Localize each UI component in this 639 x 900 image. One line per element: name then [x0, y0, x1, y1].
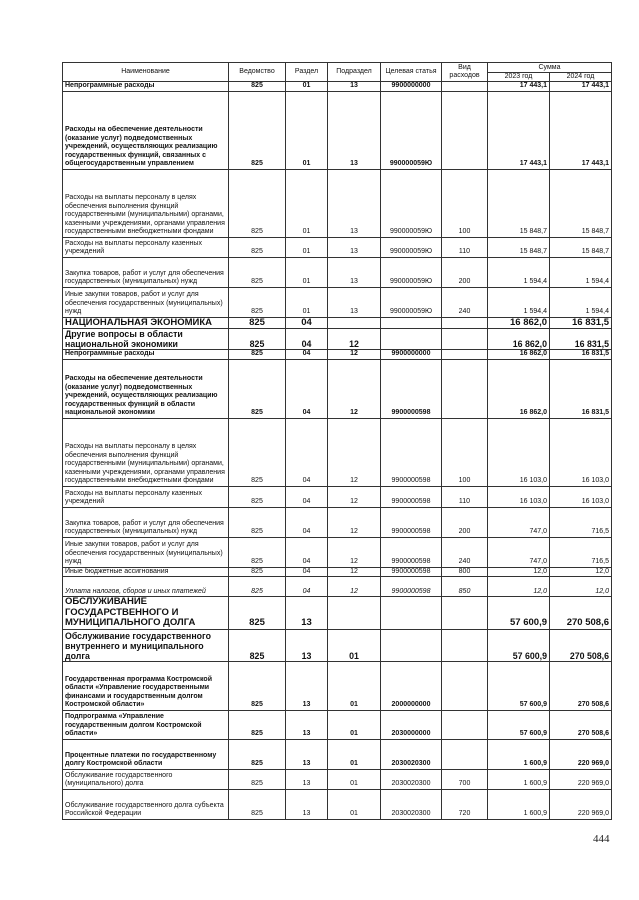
header-subsection: Подраздел [328, 63, 381, 82]
cell-section: 13 [286, 710, 328, 739]
table-row [63, 597, 612, 630]
table-row [63, 577, 612, 597]
cell-sum-2024: 270 508,6 [550, 710, 612, 739]
cell-ministry: 825 [229, 789, 286, 819]
cell-section: 04 [286, 507, 328, 537]
cell-subsection: 12 [328, 359, 381, 418]
cell-expense-type: 850 [442, 577, 488, 597]
cell-sum-2023: 17 443,1 [488, 82, 550, 92]
cell-ministry: 825 [229, 91, 286, 169]
cell-section: 04 [286, 317, 328, 329]
cell-expense-type [442, 329, 488, 350]
cell-target-article: 2030020300 [381, 789, 442, 819]
cell-subsection: 01 [328, 789, 381, 819]
cell-expense-type [442, 597, 488, 630]
cell-section: 04 [286, 486, 328, 507]
cell-sum-2023: 16 103,0 [488, 418, 550, 486]
cell-sum-2024: 220 969,0 [550, 769, 612, 789]
cell-sum-2023: 1 594,4 [488, 287, 550, 317]
cell-sum-2023: 16 862,0 [488, 359, 550, 418]
header-expense-type: Вид расходов [442, 63, 488, 82]
cell-section: 13 [286, 739, 328, 769]
cell-ministry: 825 [229, 169, 286, 237]
table-row [63, 91, 612, 169]
cell-sum-2023: 12,0 [488, 567, 550, 577]
cell-ministry: 825 [229, 567, 286, 577]
cell-name: ОБСЛУЖИВАНИЕ ГОСУДАРСТВЕННОГО И МУНИЦИПАЛЬНОГО ДОЛГА [63, 597, 229, 630]
cell-sum-2024: 716,5 [550, 507, 612, 537]
cell-sum-2024: 16 831,5 [550, 350, 612, 360]
cell-expense-type: 700 [442, 769, 488, 789]
cell-subsection: 13 [328, 91, 381, 169]
cell-ministry: 825 [229, 486, 286, 507]
cell-target-article: 2030020300 [381, 769, 442, 789]
cell-section: 04 [286, 418, 328, 486]
cell-sum-2024: 16 831,5 [550, 317, 612, 329]
cell-expense-type: 200 [442, 507, 488, 537]
cell-ministry: 825 [229, 82, 286, 92]
cell-target-article [381, 329, 442, 350]
cell-name: Расходы на обеспечение деятельности (оказание услуг) подведомственных учреждений, осуществляющих реализацию государственных функций в области национальной экономики [63, 359, 229, 418]
cell-sum-2023: 57 600,9 [488, 597, 550, 630]
cell-name: Расходы на обеспечение деятельности (оказание услуг) подведомственных учреждений, осуществляющих реализацию государственных функций, связанных с общегосударственным управлением [63, 91, 229, 169]
cell-sum-2023: 57 600,9 [488, 629, 550, 661]
cell-sum-2024: 270 508,6 [550, 629, 612, 661]
cell-sum-2023: 15 848,7 [488, 169, 550, 237]
cell-expense-type [442, 629, 488, 661]
cell-sum-2024: 15 848,7 [550, 169, 612, 237]
header-name: Наименование [63, 63, 229, 82]
cell-sum-2023: 16 103,0 [488, 486, 550, 507]
table-row [63, 507, 612, 537]
cell-target-article: 990000059Ю [381, 169, 442, 237]
cell-name: Расходы на выплаты персоналу казенных учреждений [63, 486, 229, 507]
cell-sum-2024: 16 831,5 [550, 359, 612, 418]
cell-expense-type [442, 710, 488, 739]
cell-ministry: 825 [229, 257, 286, 287]
table-row [63, 769, 612, 789]
cell-ministry: 825 [229, 597, 286, 630]
cell-target-article: 2030000000 [381, 710, 442, 739]
cell-sum-2024: 17 443,1 [550, 82, 612, 92]
cell-sum-2024: 1 594,4 [550, 287, 612, 317]
cell-target-article: 9900000598 [381, 359, 442, 418]
cell-expense-type: 800 [442, 567, 488, 577]
cell-section: 13 [286, 769, 328, 789]
cell-sum-2023: 16 862,0 [488, 350, 550, 360]
cell-target-article: 2030020300 [381, 739, 442, 769]
cell-target-article [381, 597, 442, 630]
cell-expense-type: 200 [442, 257, 488, 287]
cell-expense-type [442, 739, 488, 769]
cell-sum-2023: 747,0 [488, 537, 550, 567]
cell-subsection: 13 [328, 237, 381, 257]
cell-section: 01 [286, 169, 328, 237]
cell-name: Иные закупки товаров, работ и услуг для обеспечения государственных (муниципальных) нужд [63, 537, 229, 567]
cell-name: Уплата налогов, сборов и иных платежей [63, 577, 229, 597]
table-row [63, 329, 612, 350]
cell-section: 01 [286, 237, 328, 257]
cell-ministry: 825 [229, 537, 286, 567]
cell-sum-2024: 1 594,4 [550, 257, 612, 287]
cell-ministry: 825 [229, 418, 286, 486]
budget-table [62, 62, 612, 820]
cell-subsection: 13 [328, 82, 381, 92]
cell-ministry: 825 [229, 359, 286, 418]
cell-ministry: 825 [229, 739, 286, 769]
cell-sum-2023: 16 862,0 [488, 317, 550, 329]
header-sum: Сумма [488, 63, 612, 73]
table-body [63, 82, 612, 820]
cell-section: 13 [286, 661, 328, 710]
cell-name: Другие вопросы в области национальной экономики [63, 329, 229, 350]
table-row [63, 317, 612, 329]
cell-name: Расходы на выплаты персоналу в целях обеспечения выполнения функций государственными (муниципальными) органами, казенными учреждениями, органами управления государственными внебюджетными фондами [63, 169, 229, 237]
cell-expense-type: 240 [442, 287, 488, 317]
cell-section: 04 [286, 577, 328, 597]
cell-sum-2023: 1 600,9 [488, 769, 550, 789]
table-row [63, 629, 612, 661]
cell-sum-2024: 16 103,0 [550, 486, 612, 507]
cell-name: НАЦИОНАЛЬНАЯ ЭКОНОМИКА [63, 317, 229, 329]
cell-target-article: 9900000000 [381, 82, 442, 92]
cell-subsection: 12 [328, 507, 381, 537]
table-row [63, 418, 612, 486]
cell-sum-2024: 716,5 [550, 537, 612, 567]
cell-name: Закупка товаров, работ и услуг для обеспечения государственных (муниципальных) нужд [63, 257, 229, 287]
cell-target-article: 9900000598 [381, 567, 442, 577]
cell-ministry: 825 [229, 629, 286, 661]
cell-target-article: 9900000598 [381, 418, 442, 486]
cell-target-article [381, 629, 442, 661]
cell-subsection: 13 [328, 287, 381, 317]
cell-expense-type [442, 82, 488, 92]
cell-sum-2024: 220 969,0 [550, 739, 612, 769]
cell-subsection: 01 [328, 710, 381, 739]
cell-expense-type: 100 [442, 169, 488, 237]
cell-name: Расходы на выплаты персоналу казенных учреждений [63, 237, 229, 257]
cell-sum-2024: 12,0 [550, 577, 612, 597]
table-row [63, 287, 612, 317]
cell-expense-type [442, 661, 488, 710]
cell-name: Обслуживание государственного долга субъекта Российской Федерации [63, 789, 229, 819]
table-row [63, 359, 612, 418]
cell-sum-2024: 15 848,7 [550, 237, 612, 257]
cell-expense-type: 110 [442, 237, 488, 257]
cell-sum-2023: 57 600,9 [488, 661, 550, 710]
table-row [63, 169, 612, 237]
cell-sum-2024: 220 969,0 [550, 789, 612, 819]
cell-subsection: 13 [328, 257, 381, 287]
cell-subsection: 12 [328, 486, 381, 507]
cell-sum-2023: 1 600,9 [488, 739, 550, 769]
cell-name: Обслуживание государственного внутреннего и муниципального долга [63, 629, 229, 661]
cell-subsection: 12 [328, 329, 381, 350]
table-row [63, 537, 612, 567]
cell-sum-2023: 15 848,7 [488, 237, 550, 257]
cell-name: Иные закупки товаров, работ и услуг для обеспечения государственных (муниципальных) нужд [63, 287, 229, 317]
cell-section: 01 [286, 287, 328, 317]
cell-sum-2024: 270 508,6 [550, 597, 612, 630]
cell-section: 13 [286, 597, 328, 630]
cell-expense-type [442, 317, 488, 329]
cell-target-article: 990000059Ю [381, 91, 442, 169]
cell-name: Процентные платежи по государственному долгу Костромской области [63, 739, 229, 769]
cell-section: 04 [286, 359, 328, 418]
header-year-2024: 2024 год [550, 73, 612, 82]
cell-ministry: 825 [229, 317, 286, 329]
table-row [63, 237, 612, 257]
cell-expense-type: 100 [442, 418, 488, 486]
cell-section: 04 [286, 567, 328, 577]
cell-name: Непрограммные расходы [63, 350, 229, 360]
cell-subsection: 12 [328, 350, 381, 360]
cell-subsection: 01 [328, 661, 381, 710]
cell-sum-2024: 12,0 [550, 567, 612, 577]
cell-sum-2023: 747,0 [488, 507, 550, 537]
cell-section: 04 [286, 537, 328, 567]
cell-subsection: 01 [328, 629, 381, 661]
cell-ministry: 825 [229, 237, 286, 257]
header-ministry: Ведомство [229, 63, 286, 82]
cell-target-article: 990000059Ю [381, 287, 442, 317]
cell-section: 13 [286, 629, 328, 661]
cell-target-article: 9900000598 [381, 577, 442, 597]
cell-expense-type: 240 [442, 537, 488, 567]
cell-expense-type [442, 359, 488, 418]
cell-subsection: 12 [328, 567, 381, 577]
cell-ministry: 825 [229, 287, 286, 317]
table-row [63, 739, 612, 769]
cell-sum-2024: 270 508,6 [550, 661, 612, 710]
table-header [63, 63, 612, 82]
cell-subsection: 12 [328, 418, 381, 486]
cell-subsection: 01 [328, 769, 381, 789]
table-row [63, 710, 612, 739]
cell-expense-type [442, 91, 488, 169]
table-row [63, 567, 612, 577]
cell-subsection: 12 [328, 537, 381, 567]
header-year-2023: 2023 год [488, 73, 550, 82]
cell-ministry: 825 [229, 507, 286, 537]
cell-expense-type [442, 350, 488, 360]
cell-target-article: 9900000000 [381, 350, 442, 360]
header-target-article: Целевая статья [381, 63, 442, 82]
header-section: Раздел [286, 63, 328, 82]
cell-name: Обслуживание государственного (муниципального) долга [63, 769, 229, 789]
cell-sum-2023: 12,0 [488, 577, 550, 597]
cell-sum-2023: 1 594,4 [488, 257, 550, 287]
cell-ministry: 825 [229, 577, 286, 597]
cell-target-article: 9900000598 [381, 537, 442, 567]
cell-sum-2024: 16 103,0 [550, 418, 612, 486]
cell-sum-2024: 17 443,1 [550, 91, 612, 169]
cell-subsection: 12 [328, 577, 381, 597]
cell-expense-type: 110 [442, 486, 488, 507]
cell-subsection [328, 317, 381, 329]
cell-target-article: 990000059Ю [381, 237, 442, 257]
cell-subsection [328, 597, 381, 630]
cell-sum-2023: 1 600,9 [488, 789, 550, 819]
table-row [63, 486, 612, 507]
cell-section: 01 [286, 82, 328, 92]
cell-target-article: 9900000598 [381, 507, 442, 537]
cell-target-article: 9900000598 [381, 486, 442, 507]
cell-section: 04 [286, 329, 328, 350]
cell-ministry: 825 [229, 661, 286, 710]
cell-sum-2023: 57 600,9 [488, 710, 550, 739]
cell-name: Иные бюджетные ассигнования [63, 567, 229, 577]
cell-target-article [381, 317, 442, 329]
cell-sum-2023: 17 443,1 [488, 91, 550, 169]
cell-section: 04 [286, 350, 328, 360]
cell-target-article: 990000059Ю [381, 257, 442, 287]
page-number: 444 [593, 833, 610, 845]
cell-name: Расходы на выплаты персоналу в целях обеспечения выполнения функций государственными (муниципальными) органами, казенными учреждениями, органами управления государственными внебюджетными фондами [63, 418, 229, 486]
cell-expense-type: 720 [442, 789, 488, 819]
cell-name: Подпрограмма «Управление государственным долгом Костромской области» [63, 710, 229, 739]
cell-sum-2023: 16 862,0 [488, 329, 550, 350]
table-row [63, 350, 612, 360]
cell-target-article: 2000000000 [381, 661, 442, 710]
cell-name: Непрограммные расходы [63, 82, 229, 92]
cell-subsection: 01 [328, 739, 381, 769]
table-row [63, 257, 612, 287]
cell-ministry: 825 [229, 329, 286, 350]
table-row [63, 789, 612, 819]
table-row [63, 661, 612, 710]
cell-subsection: 13 [328, 169, 381, 237]
cell-name: Закупка товаров, работ и услуг для обеспечения государственных (муниципальных) нужд [63, 507, 229, 537]
cell-ministry: 825 [229, 769, 286, 789]
cell-name: Государственная программа Костромской области «Управление государственными финансами и государственным долгом Костромской области» [63, 661, 229, 710]
cell-ministry: 825 [229, 710, 286, 739]
cell-sum-2024: 16 831,5 [550, 329, 612, 350]
table-row [63, 82, 612, 92]
cell-section: 01 [286, 257, 328, 287]
cell-section: 01 [286, 91, 328, 169]
cell-ministry: 825 [229, 350, 286, 360]
cell-section: 13 [286, 789, 328, 819]
